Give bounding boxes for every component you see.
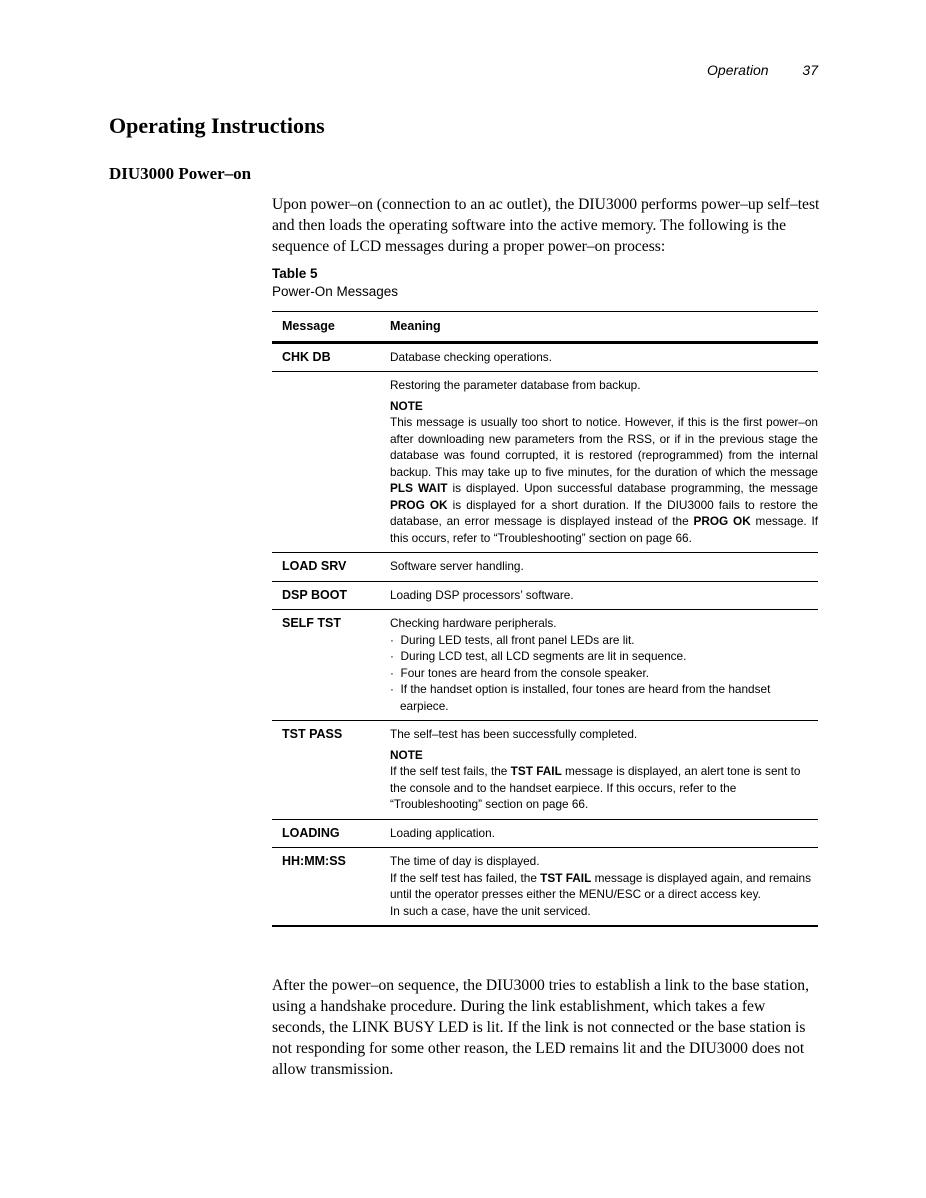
table-caption — [272, 265, 398, 301]
bullet-item: · During LCD test, all LCD segments are lit in sequence. — [390, 649, 687, 663]
meaning-text-line: In such a case, have the unit serviced. — [390, 903, 591, 918]
message-cell — [272, 372, 390, 553]
meaning-text-line: If the self test has failed, the TST FAIL message is displayed again, and remains until the operator presses either the MENU/ESC or a direct access key. — [390, 870, 811, 901]
meaning-cell — [390, 610, 818, 721]
meaning-cell: Loading DSP processors’ software. — [390, 587, 574, 602]
table-number: Table 5 — [272, 266, 318, 281]
message-cell: DSP BOOT — [282, 587, 348, 602]
meaning-cell — [390, 372, 818, 553]
note-text: This message is usually too short to notice. However, if this is the first power–on after downloading new parameters from the RSS, or if in the previous stage the database was found corrupted, it is restored (reprogrammed) from the internal backup. This may take up to five minutes, for the duration of which the message PLS WAIT is displayed. Upon successful database programming, the message PROG OK is displayed for a short duration. If the DIU3000 fails to restore the database, an error message is displayed instead of the PROG OK message. If this occurs, refer to “Troubleshooting” section on page 66. — [390, 415, 818, 545]
page-header — [707, 62, 818, 78]
table-row — [272, 610, 818, 721]
header-meaning: Meaning — [390, 319, 441, 333]
keyword: TST FAIL — [510, 764, 562, 778]
table-title: Power-On Messages — [272, 284, 399, 299]
message-cell: SELF TST — [282, 616, 342, 630]
table-row — [272, 342, 818, 372]
keyword: PLS WAIT — [390, 481, 448, 495]
outro-paragraph: After the power–on sequence, the DIU3000 tries to establish a link to the base station, using a handshake procedure. During the link establishment, which takes a few seconds, the LINK BUSY LED is lit. If the link is not connected or the base station is not responding for some other reason, the LED remains lit and the DIU3000 does not allow transmission. — [272, 977, 809, 1078]
keyword: PROG OK — [390, 497, 448, 512]
meaning-cell — [390, 721, 818, 820]
message-cell: HH:MM:SS — [282, 854, 346, 868]
table-row — [272, 819, 818, 848]
power-on-messages-table — [272, 311, 818, 927]
meaning-cell: Loading application. — [390, 825, 495, 840]
table-row — [272, 553, 818, 582]
table-row — [272, 721, 818, 820]
meaning-text: The self–test has been successfully completed. — [390, 727, 638, 741]
page-title: Operating Instructions — [109, 113, 325, 138]
meaning-text: Checking hardware peripherals. — [390, 616, 557, 630]
note-text: If the self test fails, the TST FAIL message is displayed, an alert tone is sent to the console and to the handset earpiece. If this occurs, refer to the “Troubleshooting” section on page 66. — [390, 764, 801, 811]
meaning-cell: Database checking operations. — [390, 349, 552, 364]
bullet-item: · During LED tests, all front panel LEDs are lit. — [390, 632, 635, 647]
message-cell: LOADING — [282, 825, 340, 840]
keyword: PROG OK — [693, 514, 751, 528]
header-section-name: Operation — [707, 62, 769, 78]
table-header-row — [272, 312, 818, 343]
bullet-item: · Four tones are heard from the console speaker. — [390, 665, 650, 680]
section-subtitle: DIU3000 Power–on — [109, 164, 252, 183]
table-row — [272, 372, 818, 553]
message-cell: LOAD SRV — [282, 559, 347, 573]
message-cell: CHK DB — [282, 349, 331, 364]
message-cell: TST PASS — [282, 727, 343, 741]
meaning-cell — [390, 848, 818, 927]
page-number: 37 — [802, 62, 818, 78]
meaning-text: Restoring the parameter database from backup. — [390, 378, 641, 392]
keyword: TST FAIL — [540, 870, 592, 885]
header-message: Message — [282, 319, 335, 333]
bullet-item: · If the handset option is installed, four tones are heard from the handset earpiece. — [390, 682, 771, 713]
meaning-cell: Software server handling. — [390, 559, 524, 573]
intro-paragraph: Upon power–on (connection to an ac outlet), the DIU3000 performs power–up self–test and then loads the operating software into the active memory. The following is the sequence of LCD messages during a proper power–on process: — [272, 196, 820, 255]
note-label: NOTE — [390, 747, 423, 762]
meaning-text: The time of day is displayed. — [390, 854, 540, 868]
table-row — [272, 581, 818, 610]
table-row — [272, 848, 818, 927]
note-label: NOTE — [390, 398, 423, 413]
